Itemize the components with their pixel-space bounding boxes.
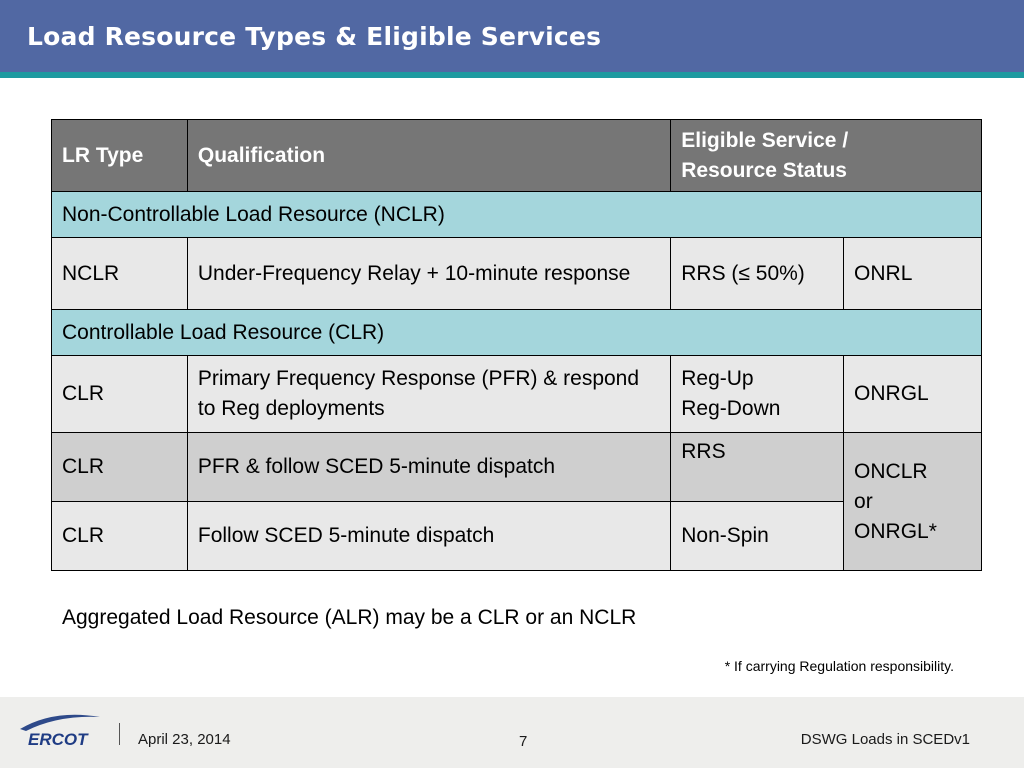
status-line3: ONRGL* bbox=[854, 519, 937, 543]
page-number: 7 bbox=[519, 733, 528, 750]
cell-service: RRS bbox=[671, 433, 844, 502]
table-row bbox=[52, 433, 982, 502]
cell-type: CLR bbox=[52, 356, 188, 433]
service-line1: Reg-Up bbox=[681, 367, 754, 390]
logo-text: ERCOT bbox=[28, 730, 88, 749]
cell-status: ONRL bbox=[844, 238, 982, 310]
category-nclr: Non-Controllable Load Resource (NCLR) bbox=[52, 192, 982, 238]
cell-type: NCLR bbox=[52, 238, 188, 310]
status-line1: ONCLR bbox=[854, 459, 928, 483]
alr-note: Aggregated Load Resource (ALR) may be a CLR or an NCLR bbox=[62, 606, 637, 629]
cell-status: ONRGL bbox=[844, 356, 982, 433]
cell-service: RRS (≤ 50%) bbox=[671, 238, 844, 310]
slide-title: Load Resource Types & Eligible Services bbox=[27, 22, 602, 51]
footnote: * If carrying Regulation responsibility. bbox=[724, 658, 954, 674]
table-row bbox=[52, 238, 982, 310]
service-line2: Reg-Down bbox=[681, 397, 781, 420]
slide-footer bbox=[0, 697, 1024, 768]
status-line2: or bbox=[854, 489, 873, 513]
cell-qualification: Primary Frequency Response (PFR) & respond to Reg deployments bbox=[187, 356, 670, 433]
cell-service bbox=[671, 356, 844, 433]
title-accent-line bbox=[0, 72, 1024, 78]
header-qualification: Qualification bbox=[187, 120, 670, 192]
category-row-nclr bbox=[52, 192, 982, 238]
cell-qualification: Follow SCED 5-minute dispatch bbox=[187, 502, 670, 571]
table-row bbox=[52, 502, 982, 571]
table-header-row bbox=[52, 120, 982, 192]
cell-qualification: PFR & follow SCED 5-minute dispatch bbox=[187, 433, 670, 502]
header-lr-type: LR Type bbox=[52, 120, 188, 192]
table-row bbox=[52, 356, 982, 433]
header-service-line2: Resource Status bbox=[681, 158, 847, 182]
cell-qualification: Under-Frequency Relay + 10-minute response bbox=[187, 238, 670, 310]
title-bar bbox=[0, 0, 1024, 72]
cell-type: CLR bbox=[52, 502, 188, 571]
presentation-name: DSWG Loads in SCEDv1 bbox=[800, 731, 970, 748]
ercot-logo bbox=[14, 707, 102, 751]
header-service-line1: Eligible Service / bbox=[681, 128, 849, 152]
cell-service: Non-Spin bbox=[671, 502, 844, 571]
header-eligible-service bbox=[671, 120, 982, 192]
cell-status-merged bbox=[844, 433, 982, 571]
footer-divider bbox=[119, 723, 120, 745]
load-resource-table bbox=[51, 119, 982, 571]
cell-type: CLR bbox=[52, 433, 188, 502]
category-clr: Controllable Load Resource (CLR) bbox=[52, 310, 982, 356]
footer-date: April 23, 2014 bbox=[138, 731, 231, 748]
category-row-clr bbox=[52, 310, 982, 356]
